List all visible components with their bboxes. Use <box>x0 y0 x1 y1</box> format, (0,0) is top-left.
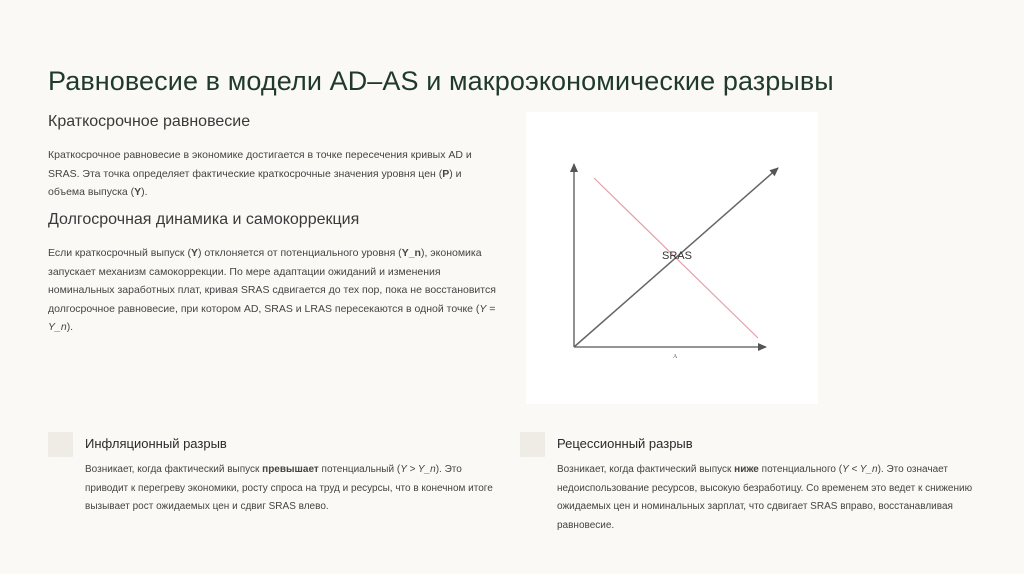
sras-label: SRAS <box>662 250 692 262</box>
inflation-gap-text: Возникает, когда фактический выпуск превышает потенциальный (Y > Y_n). Это приводит к перегреву экономики, росту спроса на труд и ресурсы, что в конечном итоге вызывает рост ожидаемых цен и сдвиг SRAS влево. <box>85 464 493 512</box>
short-run-paragraph: Краткосрочное равновесие в экономике достигается в точке пересечения кривых AD и SRAS. Эта точка определяет фактические краткосрочные значения уровня цен (P) и объема выпуска (Y). <box>48 149 472 198</box>
long-run-paragraph: Если краткосрочный выпуск (Y) отклоняется от потенциального уровня (Y_n), экономика запускает механизм самокоррекции. По мере адаптации ожиданий и изменения номинальных заработных плат, кривая SRAS сдвигается до тех пор, пока не восстановится долгосрочное равновесие, при котором AD, SRAS и LRAS пересекаются в одной точке (Y = Y_n). <box>48 247 496 333</box>
long-run-heading: Долгосрочная динамика и самокоррекция <box>48 211 360 228</box>
ad-as-diagram-svg <box>526 112 818 404</box>
ad-as-diagram <box>526 112 818 404</box>
recession-gap-square-icon <box>520 432 545 457</box>
short-run-heading: Краткосрочное равновесие <box>48 113 251 130</box>
x-axis-label: A <box>673 354 678 360</box>
inflation-gap-square-icon <box>48 432 73 457</box>
recession-gap-title: Рецессионный разрыв <box>557 436 693 451</box>
inflation-gap-title: Инфляционный разрыв <box>85 436 227 451</box>
recession-gap-text: Возникает, когда фактический выпуск ниже потенциального (Y < Y_n). Это означает недоиспользование ресурсов, высокую безработицу. Со временем это ведет к снижению ожидаемых цен и номинальных зарплат, что сдвигает SRAS вправо, восстанавливая равновесие. <box>557 464 973 531</box>
slide-title: Равновесие в модели AD–AS и макроэкономические разрывы <box>48 66 834 97</box>
